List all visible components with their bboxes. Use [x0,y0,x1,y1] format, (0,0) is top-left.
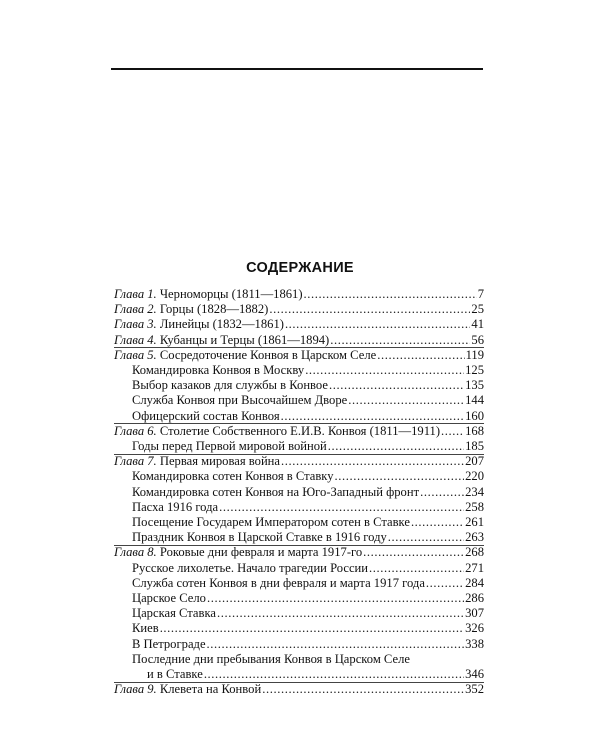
toc-entry-title: Глава 8. Роковые дни февраля и марта 1917-го [114,545,363,560]
page-number: 185 [465,439,484,454]
toc-entry-title: Глава 6. Столетие Собственного Е.И.В. Конвоя (1811—1911) [114,423,441,438]
toc-section-entry [114,591,484,606]
dot-leader [207,637,465,652]
page-number: 125 [465,363,484,378]
dot-leader [330,333,470,348]
page-number: 261 [465,515,484,530]
dot-leader [207,591,464,606]
toc-entry-title: Глава 7. Первая мировая война [114,454,281,469]
toc-entry-title: Русское лихолетье. Начало трагедии России [132,560,369,575]
page-number: 284 [465,575,484,590]
dot-leader [329,378,464,393]
dot-leader [335,469,465,484]
page-number: 338 [465,636,484,651]
page-number: 326 [465,621,484,636]
toc-section-entry [114,485,484,500]
chapter-number: Глава 3. [114,317,157,332]
page-number: 144 [465,393,484,408]
chapter-number: Глава 4. [114,332,157,347]
toc-entry-title: В Петрограде [132,636,206,651]
toc-entry-title: Посещение Государем Императором сотен в Ставке [132,515,410,530]
toc-entry-title: Годы перед Первой мировой войной [132,439,327,454]
page-number: 168 [465,423,484,438]
toc-section-entry [114,469,484,484]
dot-leader [411,515,464,530]
dot-leader [426,576,464,591]
page-title: СОДЕРЖАНИЕ [246,260,354,276]
toc-entry-title: Глава 3. Линейцы (1832—1861) [114,317,284,332]
toc-section-entry [114,576,484,591]
toc-chapter-entry [114,454,484,469]
toc-entry-title: и в Ставке [147,667,203,682]
dot-leader [305,363,464,378]
page-number: 119 [465,347,484,362]
toc-section-entry [114,393,484,408]
chapter-number: Глава 7. [114,454,157,469]
dot-leader [369,561,464,576]
dot-leader [281,409,465,424]
page-number: 263 [465,530,484,545]
page-number: 307 [465,606,484,621]
toc-section-entry [114,363,484,378]
toc-section-entry [114,652,484,667]
page-number: 56 [471,332,484,347]
toc-entry-title: Глава 9. Клевета на Конвой [114,682,262,697]
dot-leader [363,545,464,560]
toc-entry-title: Служба Конвоя при Высочайшем Дворе [132,393,348,408]
toc-entry-title: Царская Ставка [132,606,216,621]
toc-chapter-entry [114,545,484,560]
page-number: 220 [465,469,484,484]
toc-section-entry [114,378,484,393]
dot-leader [388,530,464,545]
toc-section-entry [114,409,484,424]
page-number: 41 [471,317,484,332]
toc-entry-title: Командировка сотен Конвоя в Ставку [132,469,334,484]
dot-leader [160,621,464,636]
toc-entry-title: Киев [132,621,159,636]
chapter-number: Глава 1. [114,287,157,301]
toc-chapter-entry [114,317,484,332]
dot-leader [269,302,470,317]
page-number: 286 [465,591,484,606]
dot-leader [441,424,464,439]
page-number: 268 [465,545,484,560]
toc-entry-title: Глава 4. Кубанцы и Терцы (1861—1894) [114,332,330,347]
dot-leader [304,287,477,302]
page-number: 352 [465,682,484,697]
toc-entry-title: Выбор казаков для службы в Конвое [132,378,328,393]
toc-section-entry [114,667,484,682]
toc-section-entry [114,561,484,576]
dot-leader [285,317,470,332]
toc-chapter-entry [114,333,484,348]
toc-section-entry [114,621,484,636]
toc-section-entry [114,530,484,545]
chapter-number: Глава 8. [114,545,157,560]
toc-entry-title: Командировка Конвоя в Москву [132,363,305,378]
dot-leader [281,454,464,469]
toc-chapter-entry [114,302,484,317]
toc-entry-title: Царское Село [132,591,206,606]
toc-entry-title: Офицерский состав Конвоя [132,408,280,423]
page-number: 258 [465,499,484,514]
toc-section-entry [114,515,484,530]
page-number: 346 [465,667,484,682]
dot-leader [377,348,464,363]
toc-chapter-entry [114,287,484,302]
page-number: 207 [465,454,484,469]
page-number: 7 [477,287,484,301]
chapter-number: Глава 2. [114,302,157,317]
toc-section-entry [114,500,484,515]
toc-entry-title: Глава 1. Черноморцы (1811—1861) [114,287,303,301]
toc-section-entry [114,637,484,652]
toc-section-entry [114,606,484,621]
toc-entry-title: Последние дни пребывания Конвоя в Царском Селе [132,651,410,666]
table-of-contents [114,287,484,697]
toc-entry-title: Праздник Конвоя в Царской Ставке в 1916 году [132,530,387,545]
page-number: 271 [465,560,484,575]
toc-entry-title: Служба сотен Конвоя в дни февраля и марта 1917 года [132,575,425,590]
dot-leader [348,393,464,408]
dot-leader [262,682,464,697]
page-number: 135 [465,378,484,393]
dot-leader [420,485,464,500]
toc-entry-title: Глава 2. Горцы (1828—1882) [114,302,269,317]
chapter-number: Глава 9. [114,682,157,697]
chapter-number: Глава 5. [114,347,157,362]
page-number: 234 [465,484,484,499]
page-number: 160 [465,408,484,423]
toc-entry-title: Командировка сотен Конвоя на Юго-Западный фронт [132,484,420,499]
toc-entry-title: Пасха 1916 года [132,499,219,514]
dot-leader [204,667,464,682]
chapter-number: Глава 6. [114,423,157,438]
toc-chapter-entry [114,348,484,363]
toc-chapter-entry [114,424,484,439]
toc-chapter-entry [114,682,484,697]
dot-leader [219,500,464,515]
dot-leader [328,439,464,454]
page-number: 25 [471,302,484,317]
dot-leader [217,606,464,621]
toc-entry-title: Глава 5. Сосредоточение Конвоя в Царском Селе [114,347,377,362]
top-rule [111,68,483,70]
toc-section-entry [114,439,484,454]
